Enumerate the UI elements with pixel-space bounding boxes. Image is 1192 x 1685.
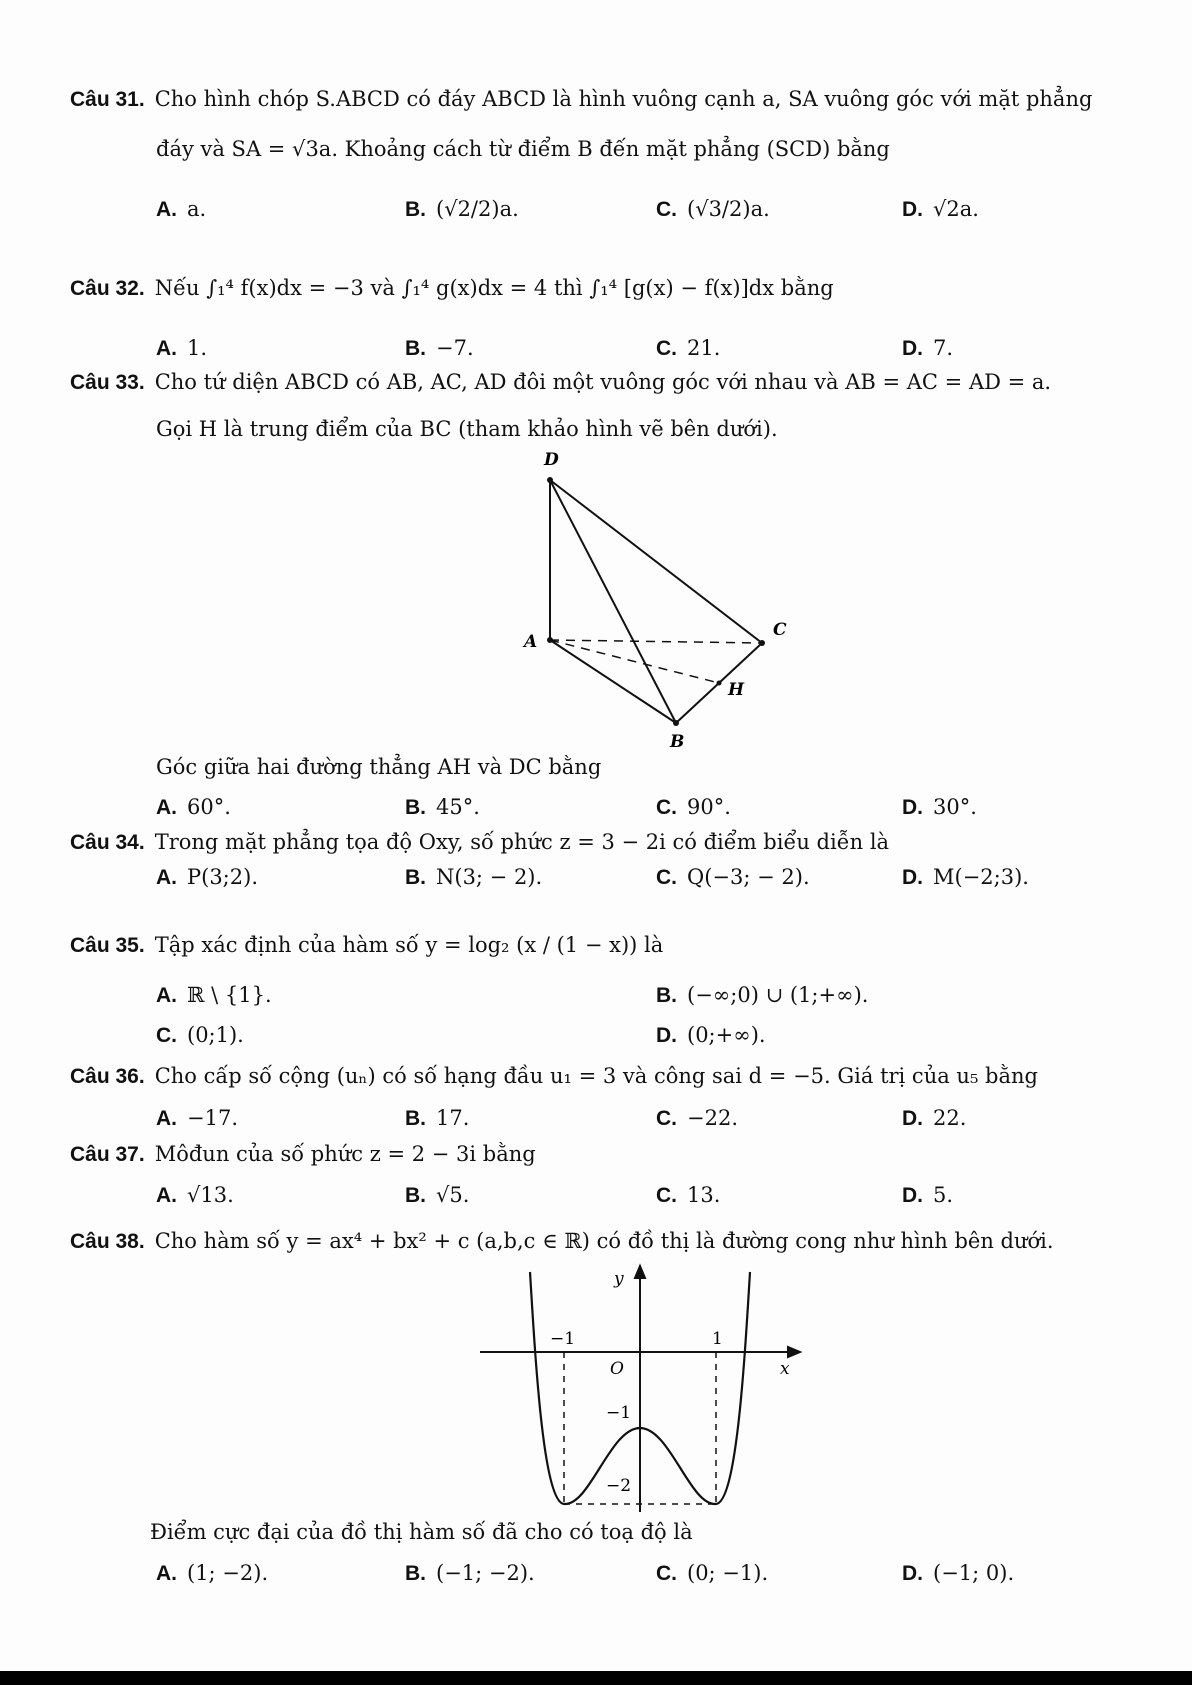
question-36-option-d[interactable]: D. 22.	[902, 1106, 967, 1130]
question-35-line-1	[70, 930, 663, 961]
question-36-option-a[interactable]: A. −17.	[156, 1106, 238, 1130]
question-34-stem-1: Trong mặt phẳng tọa độ Oxy, số phức z = 3 − 2i có điểm biểu diễn là	[154, 830, 890, 854]
question-32-option-c[interactable]: C. 21.	[656, 336, 721, 360]
question-36-option-c[interactable]: C. −22.	[656, 1106, 738, 1130]
question-35-option-d[interactable]: D. (0;+∞).	[656, 1023, 766, 1047]
question-37-stem-1: Môđun của số phức z = 2 − 3i bằng	[154, 1142, 536, 1166]
segment-ah-hidden	[550, 640, 719, 683]
question-32-label: Câu 32.	[70, 277, 145, 300]
question-33-option-c[interactable]: C. 90°.	[656, 795, 731, 819]
question-38-option-d[interactable]: D. (−1; 0).	[902, 1561, 1015, 1585]
bottom-scan-edge	[0, 1671, 1192, 1685]
question-32-option-a[interactable]: A. 1.	[156, 336, 208, 360]
question-35-option-b[interactable]: B. (−∞;0) ∪ (1;+∞).	[656, 983, 869, 1007]
label-b: B	[670, 732, 685, 752]
question-31-stem-2: đáy và SA = √3a. Khoảng cách từ điểm B đến mặt phẳng (SCD) bằng	[156, 137, 890, 161]
label-a: A	[524, 632, 538, 652]
question-37-option-c[interactable]: C. 13.	[656, 1183, 721, 1207]
question-34-option-a[interactable]: A. P(3;2).	[156, 865, 258, 889]
edge-ac-hidden	[550, 640, 762, 643]
edge-db	[550, 480, 676, 723]
question-38-option-a[interactable]: A. (1; −2).	[156, 1561, 269, 1585]
question-34-option-b[interactable]: B. N(3; − 2).	[405, 865, 543, 889]
question-38-label: Câu 38.	[70, 1230, 145, 1253]
question-32-option-b[interactable]: B. −7.	[405, 336, 474, 360]
question-36-label: Câu 36.	[70, 1065, 145, 1088]
edge-ab	[550, 640, 676, 723]
question-36-option-b[interactable]: B. 17.	[405, 1106, 470, 1130]
question-33-option-b[interactable]: B. 45°.	[405, 795, 480, 819]
question-33-stem-1: Cho tứ diện ABCD có AB, AC, AD đôi một vuông góc với nhau và AB = AC = AD = a.	[154, 370, 1052, 394]
graph-label-origin: O	[610, 1359, 624, 1379]
question-34-option-c[interactable]: C. Q(−3; − 2).	[656, 865, 810, 889]
question-38-option-b[interactable]: B. (−1; −2).	[405, 1561, 535, 1585]
graph-label-x-minus-1: −1	[550, 1329, 576, 1349]
question-36-stem-1: Cho cấp số cộng (uₙ) có số hạng đầu u₁ = 3 và công sai d = −5. Giá trị của u₅ bằng	[154, 1064, 1038, 1088]
question-33-label: Câu 33.	[70, 371, 145, 394]
graph-label-y-minus-1: −1	[606, 1403, 632, 1423]
tetrahedron-figure	[500, 445, 820, 755]
question-31-option-a[interactable]: A. a.	[156, 197, 207, 221]
graph-label-x-plus-1: 1	[712, 1329, 723, 1349]
question-33-option-a[interactable]: A. 60°.	[156, 795, 231, 819]
question-36-line-1	[70, 1061, 1038, 1092]
question-31-option-b[interactable]: B. (√2/2)a.	[405, 197, 519, 221]
question-37-label: Câu 37.	[70, 1143, 145, 1166]
question-38-option-c[interactable]: C. (0; −1).	[656, 1561, 769, 1585]
quartic-graph-svg	[470, 1262, 810, 1512]
question-34-option-d[interactable]: D. M(−2;3).	[902, 865, 1029, 889]
label-c: C	[773, 620, 787, 640]
graph-label-y: y	[614, 1269, 624, 1289]
question-37-option-b[interactable]: B. √5.	[405, 1183, 470, 1207]
question-33-stem-2: Gọi H là trung điểm của BC (tham khảo hình vẽ bên dưới).	[156, 417, 778, 441]
edge-dc	[550, 480, 762, 643]
tetrahedron-svg	[500, 445, 820, 755]
question-31-stem-1: Cho hình chóp S.ABCD có đáy ABCD là hình vuông cạnh a, SA vuông góc với mặt phẳng	[154, 87, 1093, 111]
question-33-line-1	[70, 367, 1051, 398]
question-38-stem-after: Điểm cực đại của đồ thị hàm số đã cho có toạ độ là	[150, 1520, 693, 1544]
question-31-option-d[interactable]: D. √2a.	[902, 197, 979, 221]
question-32-line-1	[70, 273, 834, 304]
question-31-option-c[interactable]: C. (√3/2)a.	[656, 197, 770, 221]
question-33-stem-after: Góc giữa hai đường thẳng AH và DC bằng	[156, 755, 602, 779]
question-35-stem-1: Tập xác định của hàm số y = log₂ (x / (1 − x)) là	[154, 933, 664, 957]
graph-label-x: x	[780, 1359, 790, 1379]
question-37-option-d[interactable]: D. 5.	[902, 1183, 954, 1207]
label-d: D	[544, 450, 559, 470]
question-31-line-1	[70, 84, 1092, 115]
question-37-line-1	[70, 1139, 536, 1170]
graph-label-y-minus-2: −2	[606, 1476, 632, 1496]
question-34-label: Câu 34.	[70, 831, 145, 854]
question-35-option-c[interactable]: C. (0;1).	[156, 1023, 244, 1047]
question-31-label: Câu 31.	[70, 88, 145, 111]
question-38-stem-1: Cho hàm số y = ax⁴ + bx² + c (a,b,c ∈ ℝ) có đồ thị là đường cong như hình bên dưới.	[154, 1229, 1054, 1253]
label-h: H	[728, 680, 745, 700]
question-38-line-1	[70, 1226, 1054, 1257]
question-33-option-d[interactable]: D. 30°.	[902, 795, 977, 819]
x-axis-arrow-icon	[788, 1347, 800, 1357]
question-32-option-d[interactable]: D. 7.	[902, 336, 954, 360]
question-32-stem-1: Nếu ∫₁⁴ f(x)dx = −3 và ∫₁⁴ g(x)dx = 4 thì ∫₁⁴ [g(x) − f(x)]dx bằng	[154, 276, 834, 300]
y-axis-arrow-icon	[635, 1266, 645, 1278]
question-35-option-a[interactable]: A. ℝ \ {1}.	[156, 983, 272, 1007]
question-37-option-a[interactable]: A. √13.	[156, 1183, 234, 1207]
quartic-graph-figure	[470, 1262, 810, 1512]
question-34-line-1	[70, 827, 889, 858]
question-35-label: Câu 35.	[70, 934, 145, 957]
